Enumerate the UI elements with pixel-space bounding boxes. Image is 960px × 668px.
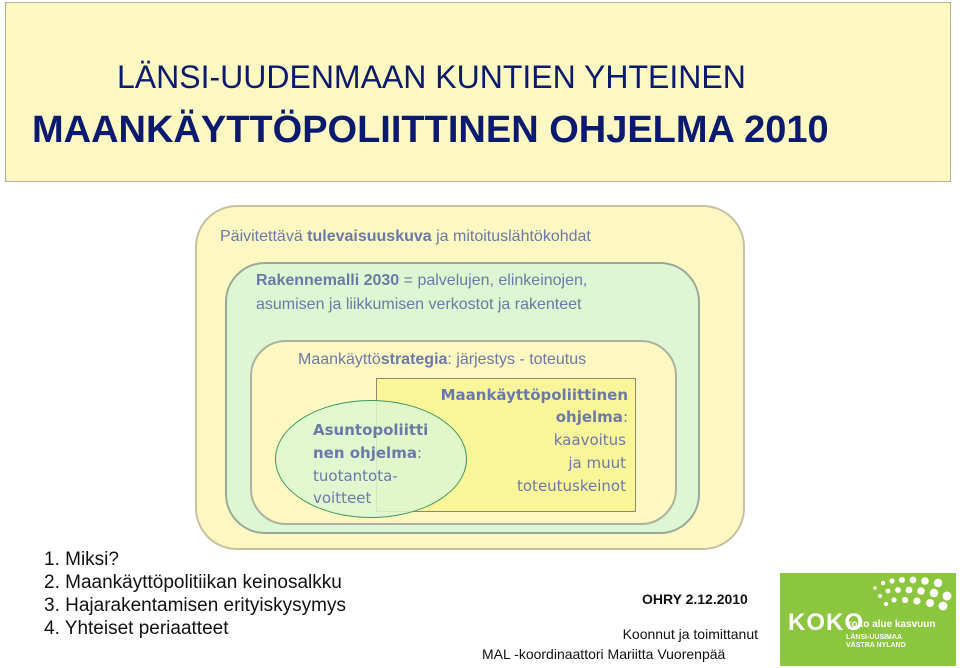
ellipse-line-2: nen ohjelma: (313, 444, 423, 462)
koko-logo-tagline: koko alue kasvuun (846, 619, 936, 630)
koko-logo (780, 573, 956, 666)
title-banner (5, 2, 951, 182)
layer-structure-line-1: Rakennemalli 2030 = palvelujen, elinkeinojen, (256, 272, 588, 289)
box-line-4: ja muut (568, 454, 626, 472)
title-line-2: MAANKÄYTTÖPOLIITTINEN OHJELMA 2010 (32, 109, 829, 151)
box-line-3: kaavoitus (553, 431, 626, 449)
koko-logo-region-fi: LÄNSI-UUSIMAA (846, 634, 902, 641)
box-line-2: ohjelma: (555, 408, 628, 426)
layer-structure-line-2: asumisen ja liikkumisen verkostot ja rakenteet (256, 296, 582, 313)
box-line-5: toteutuskeinot (517, 477, 626, 495)
ellipse-line-4: voitteet (313, 489, 372, 507)
agenda-item: 2. Maankäyttöpolitiikan keinosalkku (44, 572, 342, 593)
ellipse-line-3: tuotantota- (313, 467, 398, 485)
box-line-1: Maankäyttöpoliittinen (440, 386, 628, 404)
koko-logo-name: KOKO (788, 609, 864, 636)
agenda-item: 1. Miksi? (44, 549, 119, 570)
agenda-list (44, 548, 346, 640)
layer-strategy-text: Maankäyttöstrategia: järjestys - toteutus (298, 351, 587, 368)
koko-logo-region-sv: VÄSTRA NYLAND (846, 642, 906, 649)
credit-line-1: Koonnut ja toimittanut (622, 626, 758, 642)
date-label: OHRY 2.12.2010 (642, 591, 748, 607)
ellipse-line-1: Asuntopoliitti (313, 421, 429, 439)
agenda-item: 3. Hajarakentamisen erityiskysymys (44, 595, 346, 616)
layer-vision-text: Päivitettävä tulevaisuuskuva ja mitoituslähtökohdat (220, 228, 591, 245)
agenda-item: 4. Yhteiset periaatteet (44, 618, 229, 639)
credit-line-2: MAL -koordinaattori Mariitta Vuorenpää (482, 646, 726, 662)
title-line-1: LÄNSI-UUDENMAAN KUNTIEN YHTEINEN (117, 59, 746, 95)
